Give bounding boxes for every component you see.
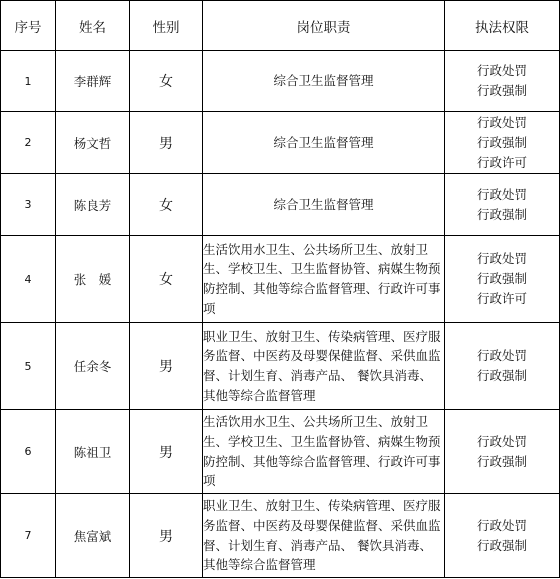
authority-cell: [445, 323, 560, 410]
person-name: 任余冬: [56, 323, 130, 410]
duty-description: 综合卫生监督管理: [203, 51, 445, 112]
duty-description: 综合卫生监督管理: [203, 174, 445, 236]
authority-item: 行政强制: [476, 83, 527, 98]
authority-cell: [445, 236, 560, 323]
duty-description: 综合卫生监督管理: [203, 112, 445, 174]
table-row: [1, 410, 560, 494]
row-number: 4: [1, 236, 56, 323]
authority-cell: [445, 112, 560, 174]
person-name: 陈良芳: [56, 174, 130, 236]
authority-item: 行政强制: [476, 271, 527, 286]
authority-cell: [445, 174, 560, 236]
authority-item: 行政许可: [476, 291, 527, 306]
header-cell-gender: 性别: [130, 1, 203, 51]
gender: 女: [130, 51, 203, 112]
authority-item: 行政许可: [476, 154, 527, 170]
gender: 女: [130, 236, 203, 323]
authority-item: 行政强制: [476, 368, 527, 383]
authority-item: 行政处罚: [476, 517, 527, 533]
authority-item: 行政处罚: [476, 186, 527, 202]
header-cell-name: 姓名: [56, 1, 130, 51]
person-name: 杨文哲: [56, 112, 130, 174]
gender: 女: [130, 174, 203, 236]
row-number: 7: [1, 494, 56, 578]
authority-cell: [445, 410, 560, 494]
authority-cell: [445, 51, 560, 112]
authority-item: 行政处罚: [476, 114, 527, 130]
table-row: [1, 236, 560, 323]
duty-description: 职业卫生、放射卫生、传染病管理、医疗服务监督、中医药及母婴保健监督、采供血监督、计划生育、消毒产品、 餐饮具消毒、其他等综合监督管理: [203, 494, 445, 578]
person-name: 李群辉: [56, 51, 130, 112]
header-row: [1, 1, 560, 51]
gender: 男: [130, 494, 203, 578]
row-number: 3: [1, 174, 56, 236]
authority-item: 行政处罚: [476, 63, 527, 78]
table-row: [1, 323, 560, 410]
header-cell-duty: 岗位职责: [203, 1, 445, 51]
duty-description: 生活饮用水卫生、公共场所卫生、放射卫生、学校卫生、卫生监督协管、病媒生物预防控制、其他等综合监督管理、行政许可事项: [203, 236, 445, 323]
person-name: 陈祖卫: [56, 410, 130, 494]
header-cell-no: 序号: [1, 1, 56, 51]
row-number: 1: [1, 51, 56, 112]
header-cell-authority: 执法权限: [445, 1, 560, 51]
duty-description: 生活饮用水卫生、公共场所卫生、放射卫生、学校卫生、卫生监督协管、病媒生物预防控制、其他等综合监督管理、行政许可事项: [203, 410, 445, 494]
table-row: [1, 51, 560, 112]
table-row: [1, 494, 560, 578]
row-number: 2: [1, 112, 56, 174]
gender: 男: [130, 323, 203, 410]
authority-cell: [445, 494, 560, 578]
authority-item: 行政处罚: [476, 433, 527, 449]
row-number: 6: [1, 410, 56, 494]
authority-item: 行政处罚: [476, 348, 527, 363]
gender: 男: [130, 410, 203, 494]
table-row: [1, 174, 560, 236]
person-name: 张 媛: [56, 236, 130, 323]
authority-item: 行政强制: [476, 537, 527, 553]
person-name: 焦富斌: [56, 494, 130, 578]
gender: 男: [130, 112, 203, 174]
table-row: [1, 112, 560, 174]
authority-item: 行政强制: [476, 453, 527, 469]
authority-item: 行政强制: [476, 206, 527, 222]
row-number: 5: [1, 323, 56, 410]
duty-description: 职业卫生、放射卫生、传染病管理、医疗服务监督、中医药及母婴保健监督、采供血监督、计划生育、消毒产品、 餐饮具消毒、其他等综合监督管理: [203, 323, 445, 410]
authority-item: 行政处罚: [476, 251, 527, 266]
authority-item: 行政强制: [476, 134, 527, 150]
